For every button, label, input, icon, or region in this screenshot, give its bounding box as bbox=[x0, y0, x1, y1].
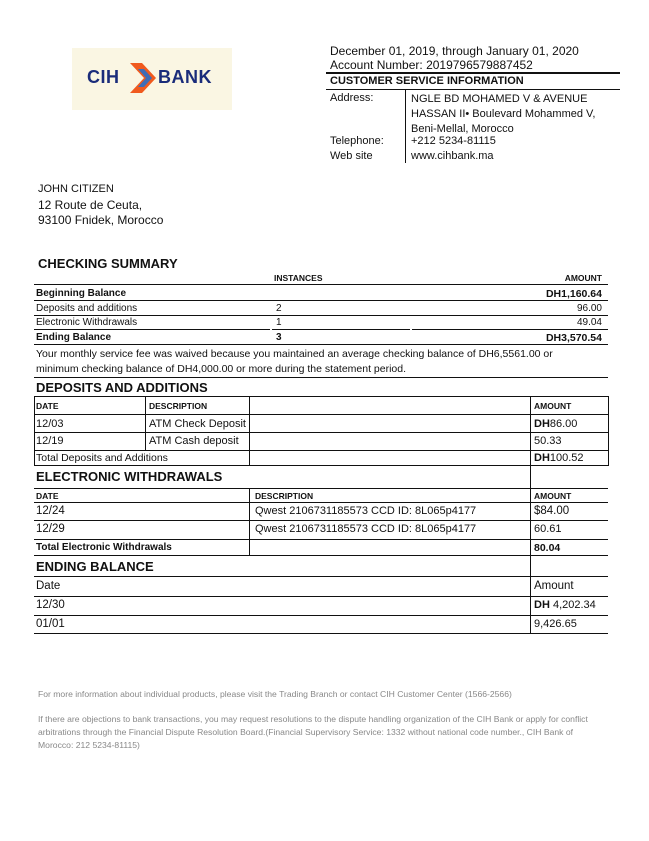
deposit-desc: ATM Cash deposit bbox=[149, 435, 239, 447]
divider bbox=[530, 556, 531, 634]
deposits-date-header: DATE bbox=[36, 401, 59, 411]
divider bbox=[34, 502, 608, 503]
deposit-date: 12/03 bbox=[36, 418, 64, 430]
service-fee-note bbox=[36, 347, 553, 377]
withdrawal-desc: Qwest 2106731185573 CCD ID: 8L065p4177 bbox=[255, 523, 477, 535]
divider bbox=[34, 315, 608, 316]
deposits-total bbox=[534, 452, 584, 464]
deposit-amount bbox=[534, 418, 577, 430]
instances-header: INSTANCES bbox=[274, 273, 323, 283]
withdrawals-total: 80.04 bbox=[534, 542, 561, 554]
footer-line: arbitrations through the Financial Dispute Resolution Board.(Financial Supervisory Service: 1332 without national code number., CIH Bank of bbox=[38, 727, 574, 737]
divider bbox=[34, 414, 608, 415]
divider bbox=[34, 520, 608, 521]
account-number: 2019796579887452 bbox=[426, 58, 533, 72]
ending-amount-header: Amount bbox=[534, 580, 574, 592]
account-number-row bbox=[330, 58, 533, 72]
customer-city: 93100 Fnidek, Morocco bbox=[38, 213, 164, 227]
divider bbox=[34, 576, 608, 577]
ending-amount bbox=[534, 599, 596, 611]
currency-prefix: DH bbox=[534, 599, 553, 611]
footer-disclaimer bbox=[38, 713, 588, 752]
withdrawals-total-label: Total Electronic Withdrawals bbox=[36, 542, 172, 553]
divider bbox=[34, 555, 608, 556]
withdrawal-date: 12/29 bbox=[36, 523, 65, 535]
logo-arrow-icon bbox=[128, 61, 158, 95]
footer-line: If there are objections to bank transactions, you may request resolutions to the dispute handling organization of the CIH Bank or apply for conflict bbox=[38, 714, 588, 724]
divider bbox=[272, 329, 410, 330]
ending-value: 4,202.34 bbox=[552, 599, 596, 611]
website-label: Web site bbox=[330, 150, 373, 162]
summary-row-instances: 3 bbox=[276, 332, 282, 343]
withdrawals-amount-header: AMOUNT bbox=[534, 491, 572, 501]
deposit-value: 86.00 bbox=[549, 418, 578, 430]
summary-row-label: Electronic Withdrawals bbox=[36, 317, 138, 328]
withdrawal-desc: Qwest 2106731185573 CCD ID: 8L065p4177 bbox=[255, 505, 477, 517]
divider bbox=[145, 396, 146, 451]
divider bbox=[34, 432, 608, 433]
summary-row-amount: 49.04 bbox=[576, 317, 602, 328]
statement-period: December 01, 2019, through January 01, 2020 bbox=[330, 44, 579, 58]
deposit-amount bbox=[534, 435, 562, 447]
withdrawals-desc-header: DESCRIPTION bbox=[255, 491, 314, 501]
divider bbox=[34, 396, 35, 466]
withdrawals-date-header: DATE bbox=[36, 491, 59, 501]
footer-info: For more information about individual products, please visit the Trading Branch or contact CIH Customer Center (1566-2566) bbox=[38, 689, 512, 699]
deposits-total-value: 100.52 bbox=[549, 452, 584, 464]
summary-row-label: Ending Balance bbox=[36, 332, 112, 343]
summary-row-instances: 1 bbox=[276, 317, 282, 328]
deposits-amount-header: AMOUNT bbox=[534, 401, 572, 411]
summary-row-instances: 2 bbox=[276, 303, 282, 314]
divider bbox=[34, 284, 608, 285]
ending-date-header: Date bbox=[36, 580, 61, 592]
ending-amount bbox=[534, 618, 577, 630]
divider bbox=[530, 396, 531, 466]
logo-text-right: BANK bbox=[158, 67, 212, 87]
divider bbox=[412, 329, 608, 330]
deposits-desc-header: DESCRIPTION bbox=[149, 401, 208, 411]
deposit-date: 12/19 bbox=[36, 435, 64, 447]
account-number-label: Account Number: bbox=[330, 58, 423, 72]
telephone-label: Telephone: bbox=[330, 135, 384, 147]
divider bbox=[249, 396, 250, 466]
deposits-total-label: Total Deposits and Additions bbox=[36, 452, 168, 464]
summary-row-amount: 96.00 bbox=[576, 303, 602, 314]
telephone: +212 5234-81115 bbox=[411, 135, 496, 147]
divider bbox=[34, 450, 608, 451]
divider bbox=[34, 615, 608, 616]
summary-row-amount: DH1,160.64 bbox=[545, 288, 602, 300]
divider bbox=[249, 488, 250, 556]
withdrawals-title: ELECTRONIC WITHDRAWALS bbox=[36, 469, 223, 484]
summary-row-label: Beginning Balance bbox=[36, 288, 127, 299]
divider bbox=[530, 466, 531, 556]
ending-date: 01/01 bbox=[36, 618, 65, 630]
divider bbox=[34, 539, 608, 540]
ending-date: 12/30 bbox=[36, 599, 65, 611]
divider bbox=[34, 596, 608, 597]
deposits-title: DEPOSITS AND ADDITIONS bbox=[36, 380, 208, 395]
amount-header: AMOUNT bbox=[564, 273, 602, 283]
divider bbox=[34, 488, 608, 489]
summary-row-label: Deposits and additions bbox=[36, 303, 138, 314]
customer-name: JOHN CITIZEN bbox=[38, 183, 114, 195]
bank-address bbox=[411, 92, 595, 137]
divider bbox=[34, 344, 608, 345]
note-line: Your monthly service fee was waived because you maintained an average checking balance of DH6,5561.00 or bbox=[36, 348, 553, 360]
footer-line: Morocco: 212 5234-81115) bbox=[38, 740, 140, 750]
address-line: Beni-Mellal, Morocco bbox=[411, 123, 514, 135]
ending-balance-title: ENDING BALANCE bbox=[36, 559, 154, 574]
address-line: HASSAN II• Boulevard Mohammed V, bbox=[411, 108, 596, 120]
checking-summary-title: CHECKING SUMMARY bbox=[38, 256, 178, 271]
currency-prefix: DH bbox=[534, 452, 550, 464]
customer-service-heading: CUSTOMER SERVICE INFORMATION bbox=[330, 75, 524, 87]
divider bbox=[34, 377, 608, 378]
withdrawal-amount: 60.61 bbox=[534, 523, 562, 535]
divider bbox=[326, 72, 620, 74]
deposit-desc: ATM Check Deposit bbox=[149, 418, 246, 430]
withdrawal-date: 12/24 bbox=[36, 505, 65, 517]
deposit-value: 50.33 bbox=[534, 435, 562, 447]
divider bbox=[608, 396, 609, 466]
note-line: minimum checking balance of DH4,000.00 or more during the statement period. bbox=[36, 363, 407, 375]
customer-street: 12 Route de Ceuta, bbox=[38, 198, 143, 212]
divider bbox=[34, 300, 608, 301]
withdrawal-amount: $84.00 bbox=[534, 505, 570, 517]
currency-prefix: DH bbox=[534, 418, 550, 430]
website: www.cihbank.ma bbox=[411, 150, 494, 162]
logo-text-left: CIH bbox=[87, 67, 120, 87]
divider bbox=[326, 89, 620, 90]
divider bbox=[34, 465, 608, 466]
ending-value: 9,426.65 bbox=[534, 618, 577, 630]
divider bbox=[34, 329, 270, 330]
divider bbox=[34, 633, 608, 634]
address-line: NGLE BD MOHAMED V & AVENUE bbox=[411, 93, 588, 105]
address-label: Address: bbox=[330, 92, 374, 104]
divider bbox=[405, 90, 406, 163]
summary-row-amount: DH3,570.54 bbox=[545, 332, 602, 344]
bank-logo bbox=[72, 48, 232, 110]
divider bbox=[34, 396, 608, 397]
